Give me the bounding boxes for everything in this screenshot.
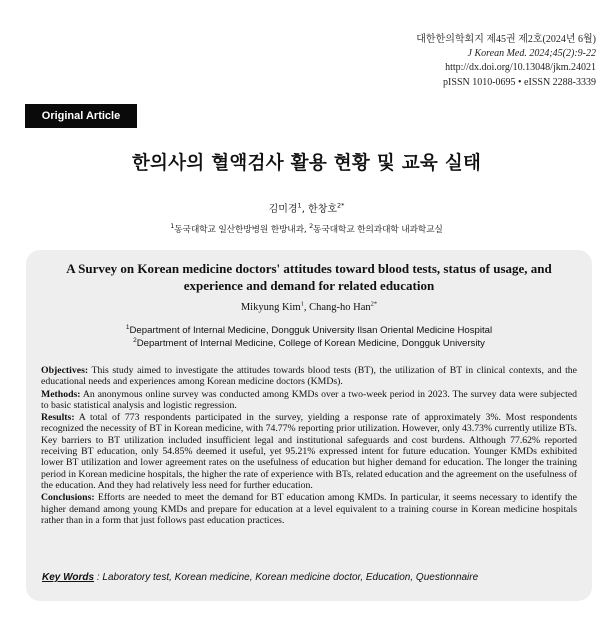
methods-label: Methods: xyxy=(41,388,81,400)
conclusions-label: Conclusions: xyxy=(41,492,95,504)
english-author-2: Chang-ho Han xyxy=(309,302,371,313)
keywords xyxy=(42,572,478,583)
korean-affiliations xyxy=(0,222,613,235)
korean-affil-1: 동국대학교 일산한방병원 한방내과, xyxy=(174,225,310,235)
korean-author-2: 한창호 xyxy=(308,204,338,215)
journal-meta xyxy=(416,33,596,90)
objectives-label: Objectives: xyxy=(41,365,89,376)
english-affil-1-sup: 1 xyxy=(125,323,130,331)
korean-title: 한의사의 혈액검사 활용 현황 및 교육 실태 xyxy=(131,153,482,174)
english-affil-line-1 xyxy=(26,324,592,337)
korean-affil-1-sup: 1 xyxy=(170,222,175,231)
journal-citation-kr: 대한한의학회지 제45권 제2호(2024년 6월) xyxy=(416,34,596,45)
doi-link[interactable]: http://dx.doi.org/10.13048/jkm.24021 xyxy=(445,62,596,74)
english-affil-2: Department of Internal Medicine, College of Korean Medicine, Dongguk University xyxy=(136,338,485,349)
english-affil-line-2 xyxy=(26,337,592,350)
conclusions-text: Efforts are needed to meet the demand for BT education among KMDs. In particular, it seems necessary to identify the higher demand among young KMDs and prepare for education at a level equivalent to a training course in Korean medicine hospitals rather than in a form that just follows past education practices. xyxy=(41,492,577,526)
korean-authors xyxy=(0,200,613,215)
english-title: A Survey on Korean medicine doctors' attitudes toward blood tests, status of usage, and experience and demand for related education xyxy=(66,261,552,293)
keywords-text: : Laboratory test, Korean medicine, Korean medicine doctor, Education, Questionnaire xyxy=(94,572,479,583)
keywords-label: Key Words xyxy=(42,572,95,583)
korean-affil-2-sup: 2 xyxy=(309,222,314,231)
results-text: A total of 773 respondents participated in the survey, yielding a response rate of approximately 3%. Most respondents recognized the necessity of BT in Korean medicine, with 74.77% reporting prior utilization. However, only 43.73% currently utilize BTs. Key barriers to BT utilization included insufficient legal and institutional safeguards and cost burdens. Although 77.62% reported receiving BT education, only 54.85% deemed it useful, yet 95.21% expressed intent for future education. Younger KMDs exhibited lower BT utilization and lower agreement rates on the usefulness of education but higher demand for education. The longer the training period in Korean medicine hospitals, the higher the rate of experience with BTs, related education and the agreement on the usefulness of the education. And they had relatively less need for further education. xyxy=(41,412,577,491)
korean-affil-2: 동국대학교 한의과대학 내과학교실 xyxy=(313,225,443,235)
abstract-objectives xyxy=(41,365,577,388)
abstract-box xyxy=(26,250,592,601)
abstract-conclusions xyxy=(41,492,577,526)
english-author-1: Mikyung Kim xyxy=(240,302,301,313)
korean-author-1: 김미경 xyxy=(268,204,298,215)
english-author-1-sup: 1 xyxy=(300,300,304,308)
issn: pISSN 1010-0695 • eISSN 2288-3339 xyxy=(443,76,596,88)
korean-author-2-sup: 2* xyxy=(337,201,345,210)
results-label: Results: xyxy=(41,412,75,424)
english-affil-2-sup: 2 xyxy=(133,336,137,344)
abstract-text xyxy=(41,365,577,527)
abstract-methods xyxy=(41,389,577,412)
korean-author-1-sup: 1 xyxy=(297,201,302,210)
english-affil-1: Department of Internal Medicine, Dongguk University Ilsan Oriental Medicine Hospital xyxy=(129,325,493,336)
english-affiliations xyxy=(26,324,592,350)
english-author-separator: , xyxy=(303,302,310,313)
article-type-badge: Original Article xyxy=(25,104,137,128)
objectives-text: This study aimed to investigate the attitudes towards blood tests (BT), the utilization of BT in clinical contexts, and the educational needs and experiences among Korean medicine doctors (KMDs). xyxy=(41,365,577,388)
abstract-results xyxy=(41,412,577,491)
korean-author-separator: , xyxy=(301,204,309,215)
english-author-2-sup: 2* xyxy=(370,300,378,308)
english-authors xyxy=(26,302,592,313)
journal-citation-en: J Korean Med. 2024;45(2):9-22 xyxy=(467,48,596,60)
methods-text: An anonymous online survey was conducted among KMDs over a two-week period in 2023. The survey data were subjected to basic statistical analysis and logistic regression. xyxy=(41,388,577,411)
